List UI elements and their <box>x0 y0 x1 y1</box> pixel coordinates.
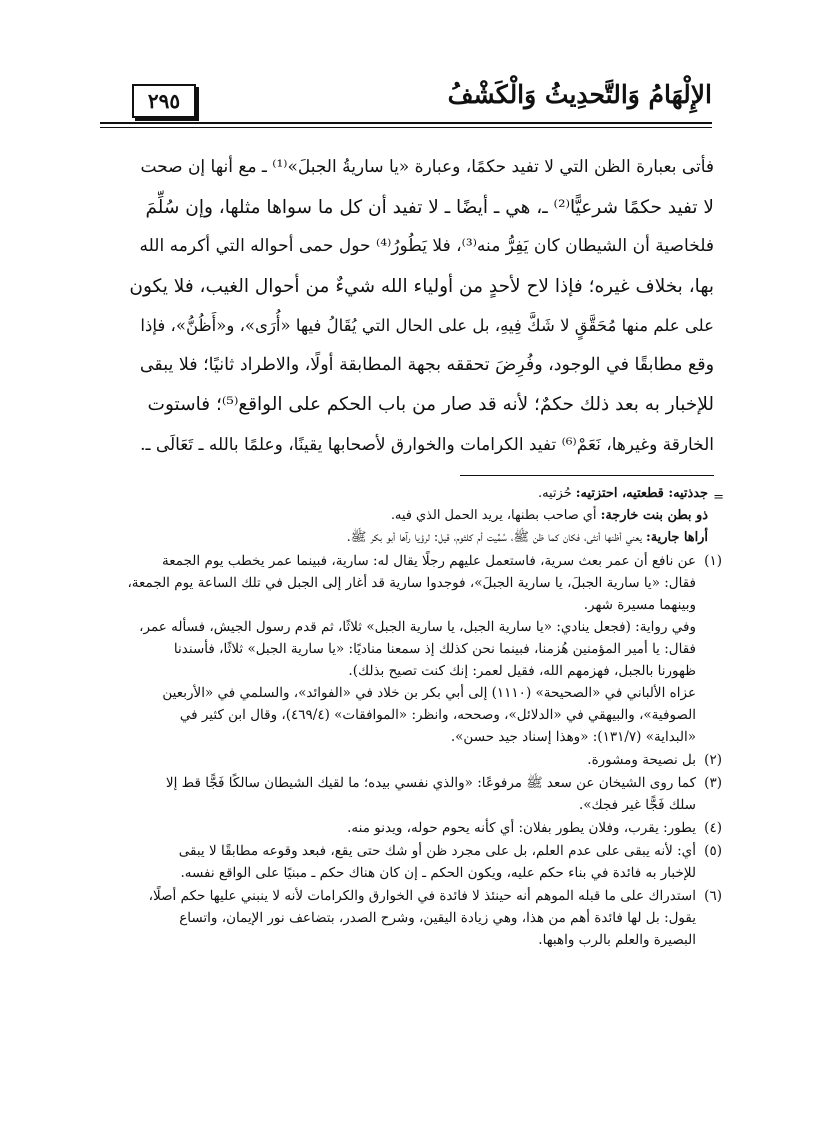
footnote-line: البصيرة والعلم بالرب واهبها. <box>538 932 696 948</box>
gloss-line <box>110 483 722 505</box>
footnote-number: (٣) <box>704 775 722 791</box>
footnote-number: (١) <box>704 553 722 569</box>
main-text-line: للإخبار به بعد ذلك حكمٌ؛ لأنه قد صار من باب الحكم على الواقع⁽⁵⁾؛ فاستوت <box>147 394 714 415</box>
footnote-number: (٦) <box>704 888 722 904</box>
page-number: ٢٩٥ <box>132 84 196 118</box>
gloss-line <box>110 505 722 527</box>
main-text-line: لا تفيد حكمًا شرعيًّا⁽²⁾ ـ، هي ـ أيضًا ـ لا تفيد أن كل ما سواها مثلها، وإن سُلِّمَ <box>145 196 714 218</box>
page-header <box>100 70 712 130</box>
gloss-term: أراها جارية: <box>645 530 708 545</box>
footnote-number: (٢) <box>704 752 722 768</box>
gloss-line <box>110 527 722 549</box>
gloss-term: ذو بطن بنت خارجة: <box>600 508 708 523</box>
footnote-5 <box>110 840 722 884</box>
main-text <box>128 148 714 464</box>
footnote-line: كما روى الشيخان عن سعد ﷺ مرفوعًا: «والذي نفسي بيده؛ ما لقيك الشيطان سالكًا فَجًّا قط إلا <box>165 775 696 791</box>
footnote-line: سلك فَجًّا غير فجك». <box>579 797 696 813</box>
main-text-line: فأتى بعبارة الظن التي لا تفيد حكمًا، وعبارة «يا ساريةُ الجبلَ»⁽¹⁾ ـ مع أنها إن صحت <box>140 157 714 177</box>
footnote-line: الصوفية»، والبيهقي في «الدلائل»، وصححه، وانظر: «الموافقات» (٤٦٩/٤)، وقال ابن كثير في <box>179 707 696 723</box>
main-text-line: بها، بخلاف غيره؛ فإذا لاح لأحدٍ من أولياء الله شيءٌ من أحوال الغيب، فلا يكون <box>129 275 714 297</box>
footnote-3 <box>110 772 722 816</box>
gloss-marker: = <box>713 490 724 505</box>
header-rule-thin <box>100 127 712 128</box>
footnote-separator <box>460 475 714 476</box>
chapter-title: الإِلْهَامُ وَالتَّحدِيثُ وَالْكَشْفُ <box>447 80 712 109</box>
gloss-text: حُزتيه. <box>538 486 572 501</box>
main-text-line: الخارقة وغيرها، نَعَمْ⁽⁶⁾ تفيد الكرامات والخوارق لأصحابها يقينًا، وعلمًا بالله ـ تَعَالَى ـ. <box>140 433 714 454</box>
main-text-line: على علم منها مُحَقَّقٍ لا شَكَّ فِيهِ، بل على الحال التي يُقَالُ فيها «أُرَى»، و«أَظُنُّ»، فإذا <box>140 316 714 335</box>
footnote-2 <box>110 749 722 771</box>
footnote-1 <box>110 550 722 748</box>
gloss-text: يعني أظنها أنثى، فكان كما ظن ﷺ، سُمِّيت أم كلثوم، قيل: لرؤيا رآها أبو بكر ﷺ. <box>346 530 642 545</box>
footnote-line: فقال: «يا سارية الجبلَ، يا سارية الجبلَ»، فوجدوا سارية قد أغار إلى الجبل في تلك الساعة يوم الجمعة، <box>127 575 696 591</box>
footnote-line: يطور: يقرب، وفلان يطور بفلان: أي كأنه يحوم حوله، ويدنو منه. <box>347 820 696 836</box>
footnote-line: ظهورنا بالجبل، فهزمهم الله، فقيل لعمر: إنك كنت تصيح بذلك). <box>348 663 696 679</box>
footnote-line: عزاه الألباني في «الصحيحة» (١١١٠) إلى أبي بكر بن خلاد في «الفوائد»، والسلمي في «الأربعين <box>162 685 696 701</box>
main-text-line: فلخاصية أن الشيطان كان يَفِرُّ منه⁽³⁾، فلا يَطُورُ⁽⁴⁾ حول حمى أحواله التي أكرمه الله <box>139 236 714 256</box>
header-rule <box>100 122 712 124</box>
footnote-line: استدراك على ما قبله الموهم أنه حينئذ لا فائدة في الخوارق والكرامات لأنه لا ينبني عليها حكم أصلًا، <box>148 888 696 904</box>
footnote-line: بل نصيحة ومشورة. <box>587 752 696 768</box>
footnote-6 <box>110 885 722 951</box>
footnote-line: فقال: يا أمير المؤمنين هُزمنا، فبينما نحن كذلك إذ سمعنا مناديًا: «يا سارية الجبل» ثلاثًا، فأسندنا <box>173 641 696 657</box>
gloss-term: جدذتيه: قطعتيه، احتزتيه: <box>575 486 708 501</box>
main-text-line: وقع مطابقًا في الوجود، وفُرِضَ تحققه بجهة المطابقة أولًا، والاطراد ثانيًا؛ فلا يبقى <box>139 354 714 375</box>
footnote-line: «البداية» (١٣١/٧): «وهذا إسناد جيد حسن». <box>450 729 696 745</box>
footnote-4 <box>110 817 722 839</box>
gloss-text: أي صاحب بطنها، يريد الحمل الذي فيه. <box>390 508 597 523</box>
footnote-line: عن نافع أن عمر بعث سرية، فاستعمل عليهم رجلًا يقال له: سارية، فبينما عمر يخطب يوم الجمعة <box>162 553 696 569</box>
footnote-line: أي: لأنه يبقى على عدم العلم، بل على مجرد ظن أو شك حتى يقع، فبعد وقوعه مطابقًا لا يبقى <box>178 843 696 859</box>
footnote-line: وبينهما مسيرة شهر. <box>583 597 696 613</box>
footnote-line: وفي رواية: (فجعل ينادي: «يا سارية الجبل، يا سارية الجبل» ثلاثًا، ثم قدم رسول الجيش، فسأله عمر، <box>139 619 696 635</box>
footnote-number: (٥) <box>704 843 722 859</box>
footnote-line: يقول: بل لها فائدة أهم من هذا، وهي زيادة اليقين، وشرح الصدر، بتضاعف نور الإيمان، واتساع <box>179 910 696 926</box>
footnote-number: (٤) <box>704 820 722 836</box>
glossary-block <box>110 483 722 549</box>
footnotes-section <box>110 483 722 951</box>
footnote-line: للإخبار به فائدة في بناء حكم عليه، ويكون الحكم ـ إن كان هناك حكم ـ مبنيًا على الواقع نفسه. <box>180 865 696 881</box>
